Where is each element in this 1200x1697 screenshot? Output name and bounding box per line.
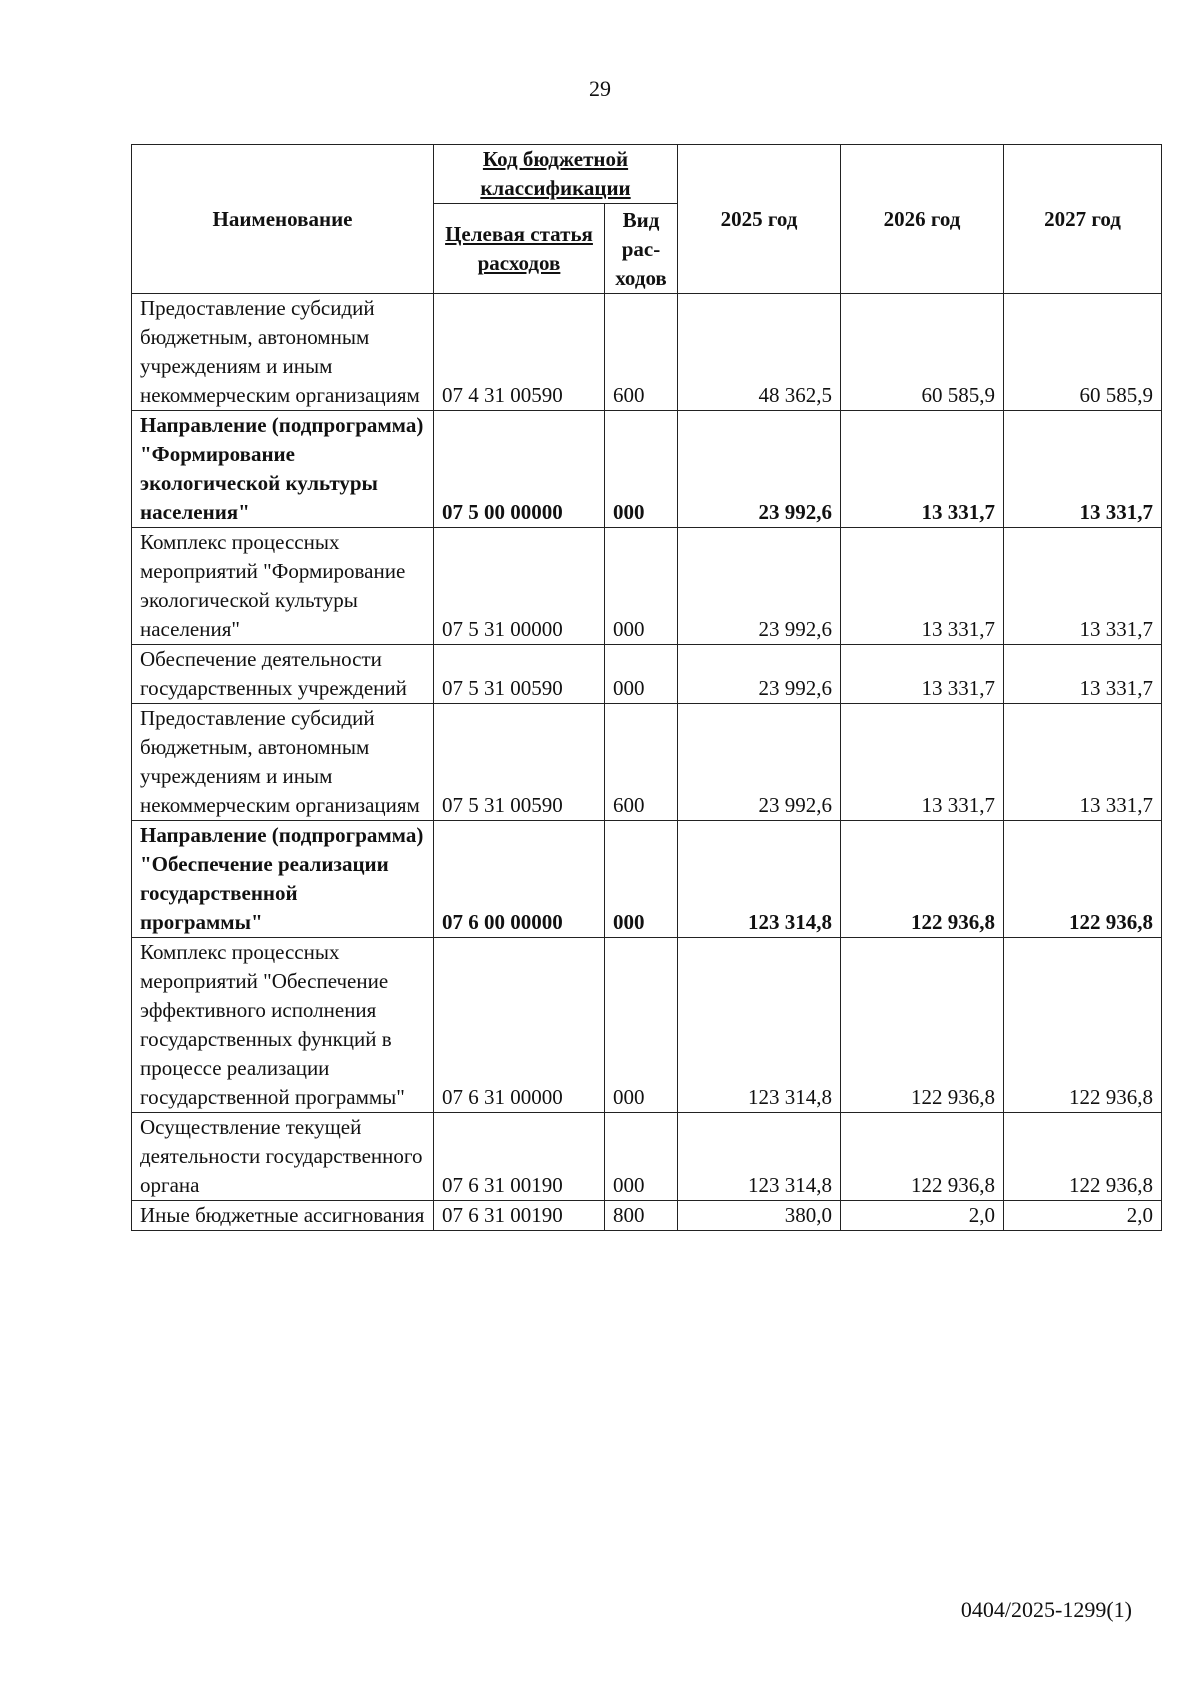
row-kind: 000 <box>605 411 678 528</box>
table-row <box>132 704 1162 821</box>
row-kind: 000 <box>605 1113 678 1201</box>
row-2026: 122 936,8 <box>841 938 1004 1113</box>
row-kind: 000 <box>605 528 678 645</box>
row-2027: 13 331,7 <box>1004 528 1162 645</box>
row-code: 07 6 00 00000 <box>434 821 605 938</box>
header-name: Наименование <box>132 145 434 294</box>
row-code: 07 5 31 00590 <box>434 704 605 821</box>
row-code: 07 5 31 00590 <box>434 645 605 704</box>
row-2025: 380,0 <box>678 1201 841 1231</box>
row-2027: 13 331,7 <box>1004 645 1162 704</box>
row-2026: 13 331,7 <box>841 645 1004 704</box>
row-2026: 13 331,7 <box>841 411 1004 528</box>
row-name: Комплекс процессных мероприятий "Обеспечение эффективного исполнения государственных функций в процессе реализации государственной программы" <box>132 938 434 1113</box>
row-name: Предоставление субсидий бюджетным, автономным учреждениям и иным некоммерческим организациям <box>132 704 434 821</box>
row-name: Иные бюджетные ассигнования <box>132 1201 434 1231</box>
row-code: 07 6 31 00190 <box>434 1113 605 1201</box>
row-2027: 13 331,7 <box>1004 411 1162 528</box>
row-2027: 2,0 <box>1004 1201 1162 1231</box>
row-kind: 000 <box>605 821 678 938</box>
row-2027: 122 936,8 <box>1004 821 1162 938</box>
row-name: Направление (подпрограмма) "Формирование экологической культуры населения" <box>132 411 434 528</box>
row-2025: 123 314,8 <box>678 1113 841 1201</box>
row-code: 07 5 00 00000 <box>434 411 605 528</box>
header-budget-code-text: Код бюджетной классификации <box>480 147 631 200</box>
budget-table <box>131 144 1162 1231</box>
row-2026: 122 936,8 <box>841 1113 1004 1201</box>
table-row <box>132 528 1162 645</box>
row-name: Предоставление субсидий бюджетным, автономным учреждениям и иным некоммерческим организациям <box>132 294 434 411</box>
row-kind: 000 <box>605 938 678 1113</box>
row-2026: 13 331,7 <box>841 528 1004 645</box>
row-name: Обеспечение деятельности государственных учреждений <box>132 645 434 704</box>
row-2025: 23 992,6 <box>678 645 841 704</box>
table-row <box>132 645 1162 704</box>
row-2027: 60 585,9 <box>1004 294 1162 411</box>
row-2027: 122 936,8 <box>1004 1113 1162 1201</box>
table-header-row <box>132 145 1162 204</box>
header-2025: 2025 год <box>678 145 841 294</box>
row-kind: 800 <box>605 1201 678 1231</box>
table-row <box>132 411 1162 528</box>
row-2026: 122 936,8 <box>841 821 1004 938</box>
document-code: 0404/2025-1299(1) <box>960 1597 1132 1622</box>
row-name: Комплекс процессных мероприятий "Формирование экологической культуры населения" <box>132 528 434 645</box>
header-target-article-text: Целевая статья расходов <box>445 221 593 275</box>
row-2026: 13 331,7 <box>841 704 1004 821</box>
row-code: 07 5 31 00000 <box>434 528 605 645</box>
row-2025: 48 362,5 <box>678 294 841 411</box>
table-row <box>132 294 1162 411</box>
table-row <box>132 1201 1162 1231</box>
row-2025: 23 992,6 <box>678 704 841 821</box>
row-code: 07 6 31 00190 <box>434 1201 605 1231</box>
row-name: Осуществление текущей деятельности государственного органа <box>132 1113 434 1201</box>
header-target-article <box>434 204 605 294</box>
row-code: 07 4 31 00590 <box>434 294 605 411</box>
row-2026: 2,0 <box>841 1201 1004 1231</box>
row-code: 07 6 31 00000 <box>434 938 605 1113</box>
header-expense-type <box>605 204 678 294</box>
row-2025: 23 992,6 <box>678 528 841 645</box>
row-2025: 123 314,8 <box>678 821 841 938</box>
row-kind: 000 <box>605 645 678 704</box>
row-kind: 600 <box>605 294 678 411</box>
header-expense-type-text: Вид рас-ходов <box>615 208 667 290</box>
row-2027: 122 936,8 <box>1004 938 1162 1113</box>
header-2027: 2027 год <box>1004 145 1162 294</box>
table-row <box>132 938 1162 1113</box>
table-row <box>132 1113 1162 1201</box>
page-number: 29 <box>589 76 611 101</box>
row-2025: 23 992,6 <box>678 411 841 528</box>
header-budget-code <box>434 145 678 204</box>
row-2026: 60 585,9 <box>841 294 1004 411</box>
row-2025: 123 314,8 <box>678 938 841 1113</box>
row-name: Направление (подпрограмма) "Обеспечение реализации государственной программы" <box>132 821 434 938</box>
table-row <box>132 821 1162 938</box>
row-2027: 13 331,7 <box>1004 704 1162 821</box>
header-2026: 2026 год <box>841 145 1004 294</box>
row-kind: 600 <box>605 704 678 821</box>
